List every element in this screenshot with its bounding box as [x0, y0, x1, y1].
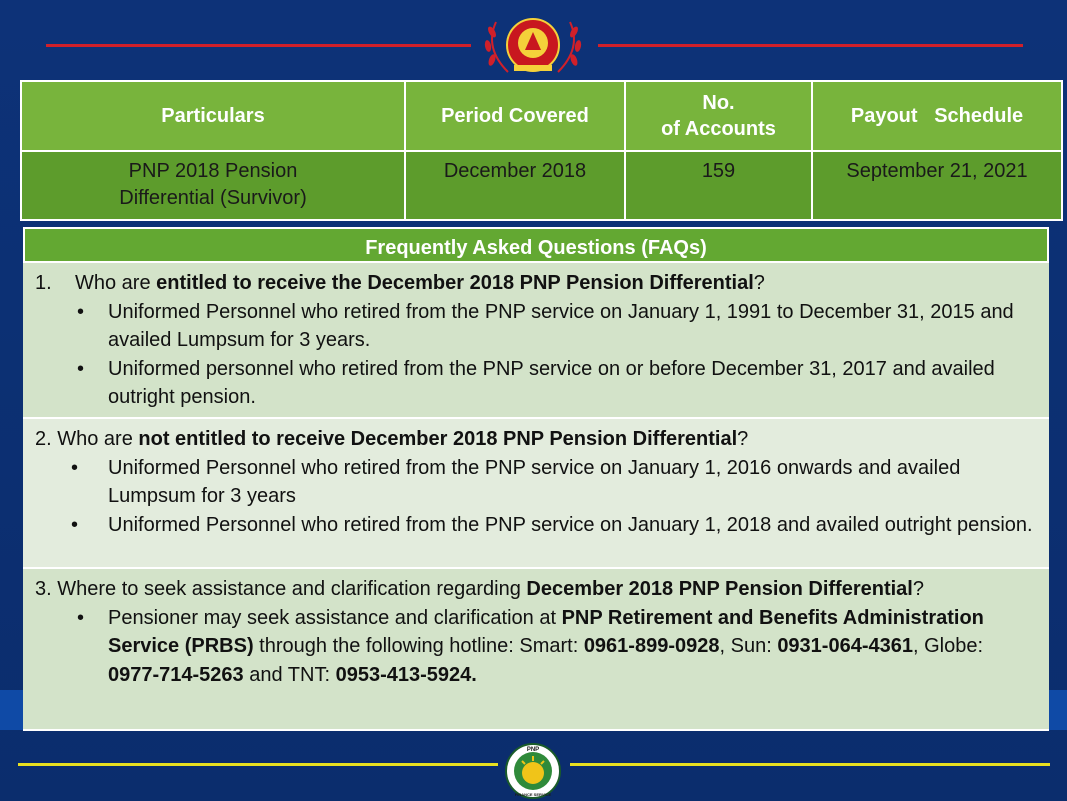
col-particulars: Particulars: [21, 81, 405, 151]
bullet-icon: •: [77, 357, 85, 380]
hotline-smart: 0961-899-0928: [583, 635, 720, 657]
bullet-icon: •: [77, 606, 85, 629]
col-payout-schedule: Payout Schedule: [812, 81, 1062, 151]
bottom-divider-right: [570, 763, 1050, 766]
payout-table: [20, 80, 1063, 221]
faq-question-1: 1. Who are entitled to receive the December 2018 PNP Pension Differential?: [35, 272, 765, 294]
col-period-covered: Period Covered: [405, 81, 625, 151]
cell-period-covered: December 2018: [405, 151, 625, 220]
bullet-icon: •: [71, 456, 79, 479]
bottom-divider-left: [18, 763, 498, 766]
cell-payout-schedule: September 21, 2021: [812, 151, 1062, 220]
faq-title: Frequently Asked Questions (FAQs): [23, 227, 1049, 263]
cell-particulars: PNP 2018 Pension Differential (Survivor): [21, 151, 405, 220]
list-item: • Uniformed Personnel who retired from the PNP service on January 1, 2016 onwards and availed Lumpsum for 3 years: [35, 454, 1037, 511]
table-row: [21, 151, 1062, 220]
hotline-tnt: 0953-413-5924.: [335, 663, 477, 686]
pnp-finance-service-seal-icon: [503, 742, 563, 800]
bullet-icon: •: [77, 300, 85, 323]
office-name: PNP Retirement and Benefits Administration Service (PRBS): [108, 606, 984, 657]
faq-question-2: 2. Who are not entitled to receive December 2018 PNP Pension Differential?: [35, 428, 749, 450]
faq-answer-3: [35, 604, 1037, 690]
list-item: • Uniformed Personnel who retired from the PNP service on January 1, 1991 to December 31, 2015 and availed Lumpsum for 3 years.: [35, 298, 1037, 355]
faq-answer-2: [35, 454, 1037, 540]
list-item: • Uniformed Personnel who retired from the PNP service on January 1, 2018 and availed outright pension.: [35, 511, 1037, 540]
faq-question-3: 3. Where to seek assistance and clarification regarding December 2018 PNP Pension Differential?: [35, 578, 924, 600]
list-item: • Uniformed personnel who retired from the PNP service on or before December 31, 2017 and availed outright pension.: [35, 355, 1037, 412]
faq-panel: [23, 227, 1049, 733]
seal-text-top: PNP: [526, 747, 540, 753]
top-divider-left: [46, 44, 471, 47]
top-divider-right: [598, 44, 1023, 47]
list-item: • Pensioner may seek assistance and clarification at PNP Retirement and Benefits Administration Service (PRBS) through the following hotline: Smart: 0961-899-0928, Sun: 0931-064-4361, Globe: 0977-714-5263 and TNT: 0953-413-5924.: [35, 604, 1037, 690]
table-header-row: [21, 81, 1062, 151]
faq-item-1: [23, 263, 1049, 419]
hotline-globe: 0977-714-5263: [108, 663, 244, 686]
bullet-icon: •: [71, 513, 79, 536]
faq-item-3: [23, 569, 1049, 731]
pnp-seal-icon: [478, 10, 588, 80]
hotline-sun: 0931-064-4361: [777, 635, 913, 657]
col-no-of-accounts: No. of Accounts: [625, 81, 812, 151]
seal-text-bottom: FINANCE SERVICE: [514, 792, 552, 797]
faq-item-2: [23, 419, 1049, 569]
faq-answer-1: [35, 298, 1037, 412]
cell-no-of-accounts: 159: [625, 151, 812, 220]
